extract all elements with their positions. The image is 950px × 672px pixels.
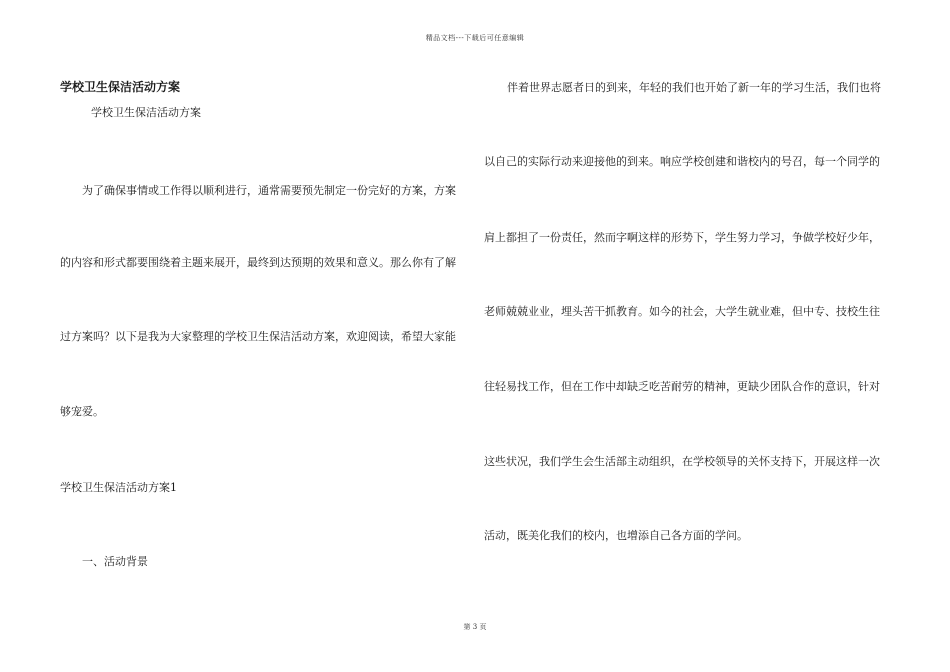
body-line-1: 伴着世界志愿者日的到来，年轻的我们也开始了新一年的学习生活，我们也将 <box>507 81 881 94</box>
intro-line-4: 够宠爱。 <box>60 405 104 418</box>
section-heading: 学校卫生保洁活动方案1 <box>60 481 177 494</box>
document-title: 学校卫生保洁活动方案 <box>60 80 181 94</box>
body-line-5: 往轻易找工作，但在工作中却缺乏吃苦耐劳的精神，更缺少团队合作的意识，针对 <box>484 380 880 393</box>
body-line-3: 肩上都担了一份责任，然而字啊这样的形势下，学生努力学习，争做学校好少年， <box>484 231 880 244</box>
page-number: 第 3 页 <box>463 623 487 631</box>
document-subtitle: 学校卫生保洁活动方案 <box>91 106 201 119</box>
body-line-4: 老师兢兢业业，埋头苦干抓教育。如今的社会，大学生就业难，但中专、技校生往 <box>484 305 880 318</box>
intro-line-3: 过方案吗？以下是我为大家整理的学校卫生保洁活动方案，欢迎阅读，希望大家能 <box>60 330 456 343</box>
body-line-7: 活动，既美化我们的校内，也增添自己各方面的学问。 <box>484 529 748 542</box>
intro-line-2: 的内容和形式都要围绕着主题来展开，最终到达预期的效果和意义。那么你有了解 <box>60 256 456 269</box>
intro-line-1: 为了确保事情或工作得以顺利进行，通常需要预先制定一份完好的方案，方案 <box>82 184 456 197</box>
subsection-heading: 一、活动背景 <box>82 555 148 568</box>
body-line-2: 以自己的实际行动来迎接他的到来。响应学校创建和谐校内的号召，每一个同学的 <box>484 155 880 168</box>
body-line-6: 这些状况，我们学生会生活部主动组织，在学校领导的关怀支持下，开展这样一次 <box>484 455 880 468</box>
document-header-note: 精品文档---下载后可任意编辑 <box>425 34 525 42</box>
